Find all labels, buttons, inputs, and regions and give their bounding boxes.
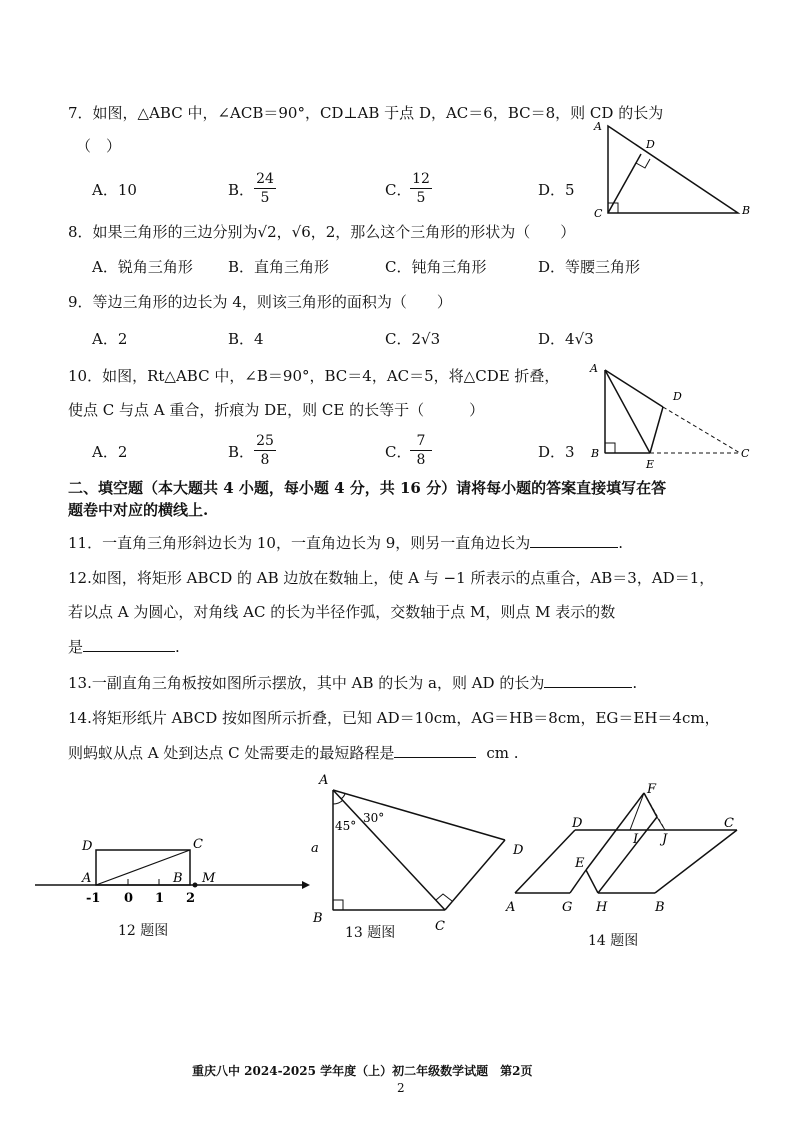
q14-line1: 14.将矩形纸片 ABCD 按如图所示折叠，已知 AD＝10cm，AG＝HB＝8cm，EG＝EH＝4cm， xyxy=(68,709,720,727)
fig13-label-d: D xyxy=(513,843,524,858)
q7-label-c: C xyxy=(594,207,603,220)
q10-stem-line1: 10．如图，Rt△ABC 中，∠B＝90°，BC＝4，AC＝5，将△CDE 折叠， xyxy=(68,367,560,385)
fig13-angle-45: 45° xyxy=(335,819,357,833)
q14-answer-blank[interactable] xyxy=(394,743,476,758)
fig14-label-g: G xyxy=(562,900,573,915)
fig13-label-b: B xyxy=(313,911,323,926)
q12-text-end: 是 xyxy=(68,638,84,656)
q10-figure xyxy=(585,360,755,472)
q10-option-d: D．3 xyxy=(538,443,575,461)
fig12-tick-neg1: -1 xyxy=(86,891,101,906)
q12-line1: 12.如图，将矩形 ABCD 的 AB 边放在数轴上，使 A 与 −1 所表示的点重合，AB＝3，AD＝1， xyxy=(68,569,715,587)
q13-stem xyxy=(68,673,637,693)
q8-option-c: C．钝角三角形 xyxy=(385,258,487,276)
fig13-label-c: C xyxy=(435,919,445,934)
q10-label-d: D xyxy=(673,390,682,403)
fig14-caption: 14 题图 xyxy=(588,933,639,949)
q10-label-a: A xyxy=(590,362,598,375)
q10-option-a: A．2 xyxy=(92,443,128,461)
section2-heading-line2: 题卷中对应的横线上. xyxy=(68,501,209,519)
fig14-label-c: C xyxy=(724,816,734,831)
q10-option-b-fraction: 25 8 xyxy=(254,433,276,468)
fig14-label-i: I xyxy=(633,832,639,847)
fig13-triangle-figure xyxy=(305,770,530,935)
q13-text: 13.一副直角三角板按如图所示摆放，其中 AB 的长为 a，则 AD 的长为 xyxy=(68,674,545,692)
fig14-label-f: F xyxy=(647,782,657,797)
q7-option-b: B． xyxy=(228,181,255,199)
q7-option-b-fraction: 24 5 xyxy=(254,171,276,206)
fig14-label-b: B xyxy=(655,900,665,915)
q10-option-b: B． xyxy=(228,443,255,461)
q7-label-a: A xyxy=(594,120,602,133)
q7-option-a: A．10 xyxy=(92,181,137,199)
fig12-label-b: B xyxy=(173,871,183,886)
q11-answer-blank[interactable] xyxy=(530,533,618,548)
q10-label-c: C xyxy=(741,447,750,460)
fig12-tick-0: 0 xyxy=(124,891,134,906)
q9-option-d: D．4√3 xyxy=(538,330,594,348)
q12-line2: 若以点 A 为圆心，对角线 AC 的长为半径作弧，交数轴于点 M，则点 M 表示的数 xyxy=(68,603,616,621)
q7-option-c: C． xyxy=(385,181,412,199)
q7-option-c-fraction: 12 5 xyxy=(410,171,432,206)
fig12-tick-2: 2 xyxy=(186,891,196,906)
q14-line2 xyxy=(68,743,519,763)
fig14-folded-paper-figure xyxy=(500,775,750,920)
q9-option-c: C．2√3 xyxy=(385,330,441,348)
q9-stem: 9．等边三角形的边长为 4，则该三角形的面积为（ ） xyxy=(68,293,452,311)
q11-end: . xyxy=(618,534,624,552)
q10-label-e: E xyxy=(646,458,655,471)
q7-label-d: D xyxy=(646,138,655,151)
q7-stem: 7．如图，△ABC 中，∠ACB＝90°，CD⊥AB 于点 D，AC＝6，BC＝8，则 CD 的长为 xyxy=(68,104,664,122)
q9-option-b: B．4 xyxy=(228,330,264,348)
footer-page-number: 2 xyxy=(397,1081,405,1095)
fig12-number-line-figure xyxy=(30,830,315,910)
q7-paren: （ ） xyxy=(76,137,122,155)
q14-text: 则蚂蚁从点 A 处到达点 C 处需要走的最短路程是 xyxy=(68,744,395,762)
q13-answer-blank[interactable] xyxy=(544,673,632,688)
q8-stem: 8．如果三角形的三边分别为√2，√6，2，那么这个三角形的形状为（ ） xyxy=(68,223,576,241)
q7-label-b: B xyxy=(742,204,751,217)
fig13-caption: 13 题图 xyxy=(345,925,396,941)
q10-stem-line2: 使点 C 与点 A 重合，折痕为 DE，则 CE 的长等于（ ） xyxy=(68,401,485,419)
q14-unit: cm . xyxy=(486,744,519,762)
q8-option-d: D．等腰三角形 xyxy=(538,258,641,276)
fig14-label-a: A xyxy=(506,900,516,915)
fig14-label-j: J xyxy=(662,832,668,847)
fig14-label-e: E xyxy=(575,856,585,871)
q13-end: . xyxy=(632,674,638,692)
q12-answer-blank[interactable] xyxy=(83,637,175,652)
q10-option-c: C． xyxy=(385,443,412,461)
q8-option-b: B．直角三角形 xyxy=(228,258,330,276)
q10-label-b: B xyxy=(591,447,600,460)
q7-figure xyxy=(590,118,765,220)
fig14-label-d: D xyxy=(572,816,583,831)
q12-end: . xyxy=(175,638,180,656)
fig13-label-a-length: a xyxy=(311,841,319,856)
q10-option-c-fraction: 7 8 xyxy=(410,433,432,468)
fig12-label-d: D xyxy=(82,839,93,854)
fig13-angle-30: 30° xyxy=(363,811,385,825)
fig12-label-m: M xyxy=(202,871,216,886)
fig12-label-a: A xyxy=(82,871,92,886)
q9-option-a: A．2 xyxy=(92,330,128,348)
fig14-label-h: H xyxy=(596,900,608,915)
fig13-label-a: A xyxy=(319,773,329,788)
q11-stem xyxy=(68,533,623,553)
q8-option-a: A．锐角三角形 xyxy=(92,258,193,276)
section2-heading-line1: 二、填空题（本大题共 4 小题，每小题 4 分，共 16 分）请将每小题的答案直接填写在答 xyxy=(68,479,667,497)
q11-text: 11．一直角三角形斜边长为 10，一直角边长为 9，则另一直角边长为 xyxy=(68,534,531,552)
fig12-caption: 12 题图 xyxy=(118,923,169,939)
q12-line3 xyxy=(68,637,180,657)
fig12-label-c: C xyxy=(193,837,203,852)
q7-option-d: D．5 xyxy=(538,181,575,199)
footer-title: 重庆八中 2024-2025 学年度（上）初二年级数学试题 第2页 xyxy=(192,1064,533,1078)
fig12-tick-1: 1 xyxy=(155,891,165,906)
